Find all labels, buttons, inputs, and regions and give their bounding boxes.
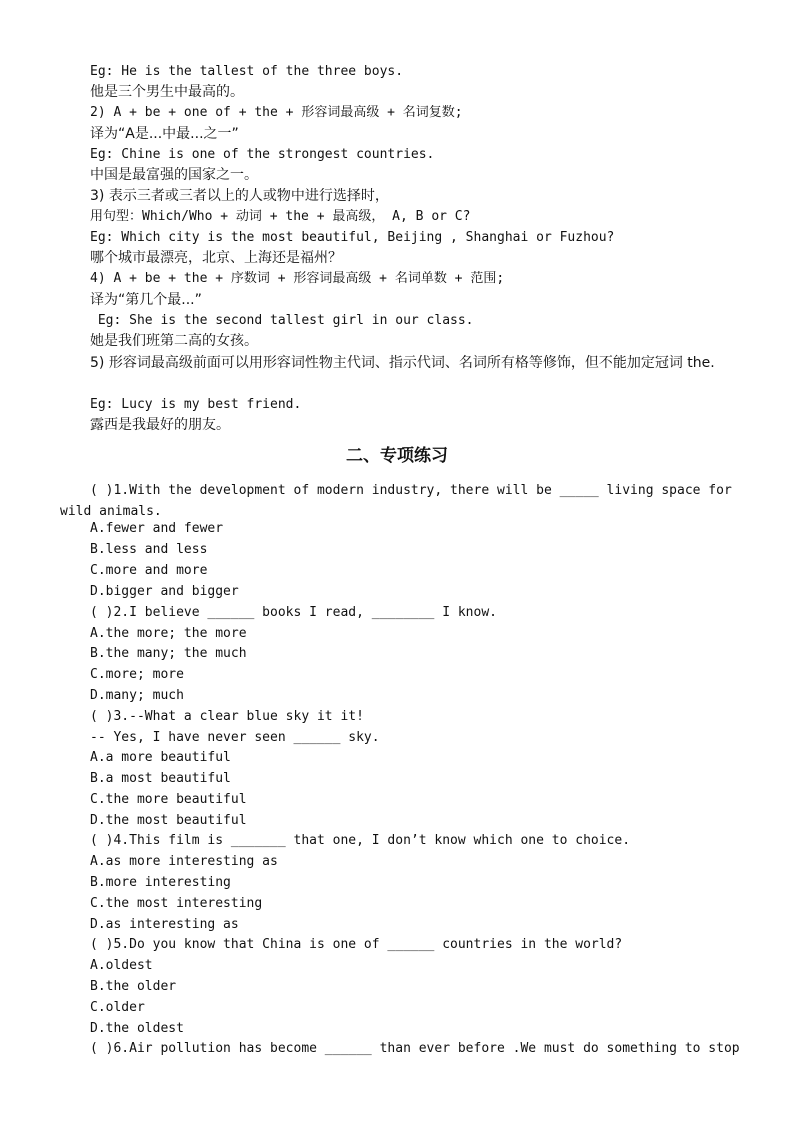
rule-2-meaning: 译为“A是...中最...之一”: [90, 126, 239, 142]
example-sentence: Eg: Chine is one of the strongest countries.: [90, 147, 435, 162]
example-sentence: Eg: He is the tallest of the three boys.: [90, 64, 404, 79]
option-c: C.more; more: [90, 667, 184, 682]
example-sentence: Eg: Lucy is my best friend.: [90, 397, 302, 412]
option-c: C.the most interesting: [90, 896, 263, 911]
example-translation: 露西是我最好的朋友。: [90, 417, 230, 433]
question-6-stem: ( )6.Air pollution has become ______ than ever before .We must do something to stop: [90, 1041, 740, 1056]
question-4-stem: ( )4.This film is _______ that one, I don’t know which one to choice.: [90, 833, 631, 848]
option-a: A.a more beautiful: [90, 750, 231, 765]
rule-3-pattern: 用句型：Which/Who + 动词 + the + 最高级， A, B or C?: [90, 209, 471, 224]
option-d: D.the oldest: [90, 1021, 184, 1036]
option-d: D.the most beautiful: [90, 813, 247, 828]
example-translation: 他是三个男生中最高的。: [90, 84, 244, 100]
option-b: B.the many; the much: [90, 646, 247, 661]
rule-4: 4) A + be + the + 序数词 + 形容词最高级 + 名词单数 + 范围;: [90, 271, 505, 286]
question-1-stem: ( )1.With the development of modern industry, there will be _____ living space for wild animals.: [60, 483, 732, 519]
example-translation: 她是我们班第二高的女孩。: [90, 333, 258, 349]
question-3-reply: -- Yes, I have never seen ______ sky.: [90, 730, 380, 745]
example-sentence: Eg: Which city is the most beautiful, Beijing , Shanghai or Fuzhou?: [90, 230, 615, 245]
option-c: C.more and more: [90, 563, 208, 578]
option-c: C.older: [90, 1000, 145, 1015]
example-sentence: Eg: She is the second tallest girl in our class.: [90, 313, 474, 328]
section-title: 二、专项练习: [346, 446, 448, 466]
option-c: C.the more beautiful: [90, 792, 247, 807]
option-a: A.fewer and fewer: [90, 521, 224, 536]
rule-4-meaning: 译为“第几个最...”: [90, 292, 202, 308]
rule-2: 2) A + be + one of + the + 形容词最高级 + 名词复数;: [90, 105, 463, 120]
option-a: A.oldest: [90, 958, 153, 973]
question-2-stem: ( )2.I believe ______ books I read, ________ I know.: [90, 605, 497, 620]
example-translation: 中国是最富强的国家之一。: [90, 167, 258, 183]
example-translation: 哪个城市最漂亮，北京、上海还是福州？: [90, 250, 342, 266]
option-a: A.as more interesting as: [90, 854, 278, 869]
question-3-stem: ( )3.--What a clear blue sky it it!: [90, 709, 364, 724]
question-5-stem: ( )5.Do you know that China is one of ______ countries in the world?: [90, 937, 623, 952]
option-d: D.bigger and bigger: [90, 584, 239, 599]
option-b: B.more interesting: [90, 875, 231, 890]
rule-3: 3) 表示三者或三者以上的人或物中进行选择时，: [90, 188, 389, 204]
option-d: D.as interesting as: [90, 917, 239, 932]
rule-5: 5) 形容词最高级前面可以用形容词性物主代词、指示代词、名词所有格等修饰，但不能加定冠词 the.: [90, 355, 715, 371]
option-d: D.many; much: [90, 688, 184, 703]
option-b: B.less and less: [90, 542, 208, 557]
option-a: A.the more; the more: [90, 626, 247, 641]
option-b: B.a most beautiful: [90, 771, 231, 786]
option-b: B.the older: [90, 979, 177, 994]
